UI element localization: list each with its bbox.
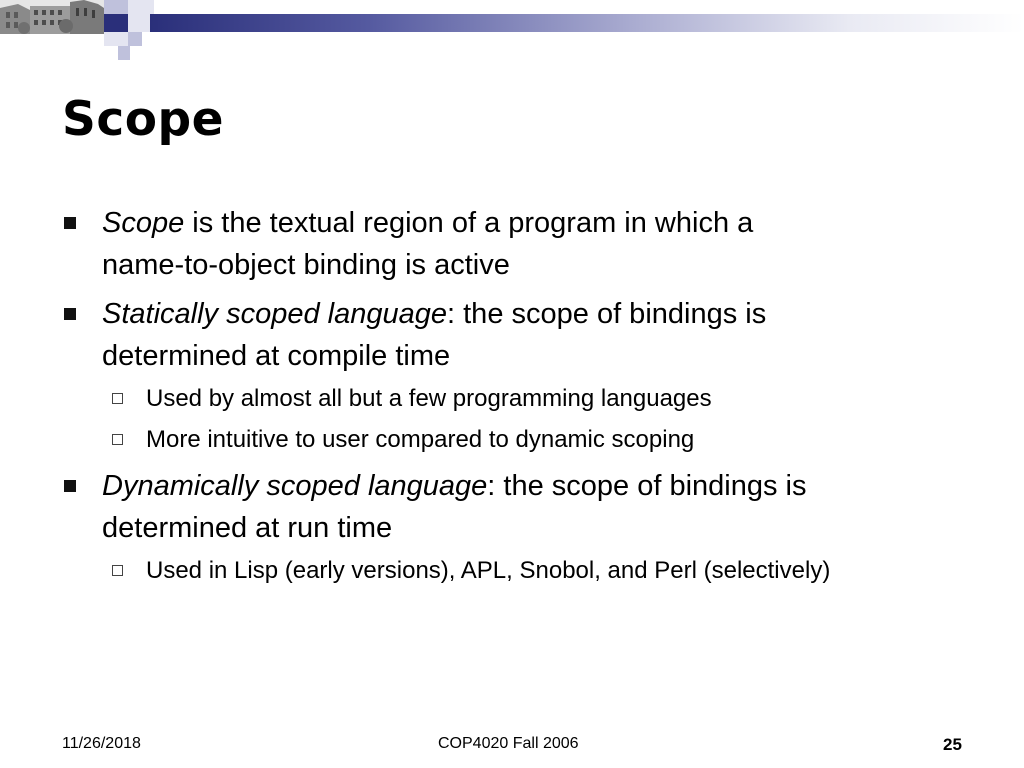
bullet-text: : the scope of bindings is — [447, 298, 767, 330]
decor-square — [104, 14, 128, 32]
bullet-text: determined at run time — [102, 512, 393, 544]
bullet-text: determined at compile time — [102, 340, 451, 372]
decor-square — [128, 14, 150, 32]
bullet-item — [102, 202, 982, 286]
sub-bullet-item — [146, 556, 986, 586]
sub-bullet-text: Used in Lisp (early versions), APL, Snobol, and Perl (selectively) — [146, 557, 831, 584]
bullet-term: Scope — [102, 207, 185, 239]
bullet-term: Dynamically scoped language — [102, 470, 488, 502]
decor-square — [104, 32, 128, 46]
bullet-text: is the textual region of a program in which a — [184, 207, 754, 239]
footer-course: COP4020 Fall 2006 — [438, 735, 579, 752]
hollow-square-bullet-icon — [112, 565, 123, 576]
bullet-text: : the scope of bindings is — [487, 470, 807, 502]
sub-bullet-text: Used by almost all but a few programming languages — [146, 385, 712, 412]
sub-bullet-text: More intuitive to user compared to dynamic scoping — [146, 426, 695, 453]
square-bullet-icon — [64, 308, 76, 320]
decor-square — [128, 32, 142, 46]
bullet-term: Statically scoped language — [102, 298, 448, 330]
campus-building-logo — [0, 0, 104, 34]
square-bullet-icon — [64, 217, 76, 229]
building-image — [0, 0, 104, 34]
bullet-text: name-to-object binding is active — [102, 249, 510, 281]
decor-square — [128, 0, 154, 14]
sub-bullet-item — [146, 384, 986, 414]
slide-title: Scope — [62, 92, 225, 147]
square-bullet-icon — [64, 480, 76, 492]
decor-square — [118, 46, 130, 60]
hollow-square-bullet-icon — [112, 434, 123, 445]
sub-bullet-item — [146, 425, 986, 455]
bullet-item — [102, 465, 982, 549]
hollow-square-bullet-icon — [112, 393, 123, 404]
header-gradient-bar — [150, 14, 1024, 32]
decor-square — [104, 0, 128, 14]
footer-date: 11/26/2018 — [62, 735, 141, 752]
page-number: 25 — [943, 735, 962, 754]
bullet-item — [102, 293, 982, 377]
